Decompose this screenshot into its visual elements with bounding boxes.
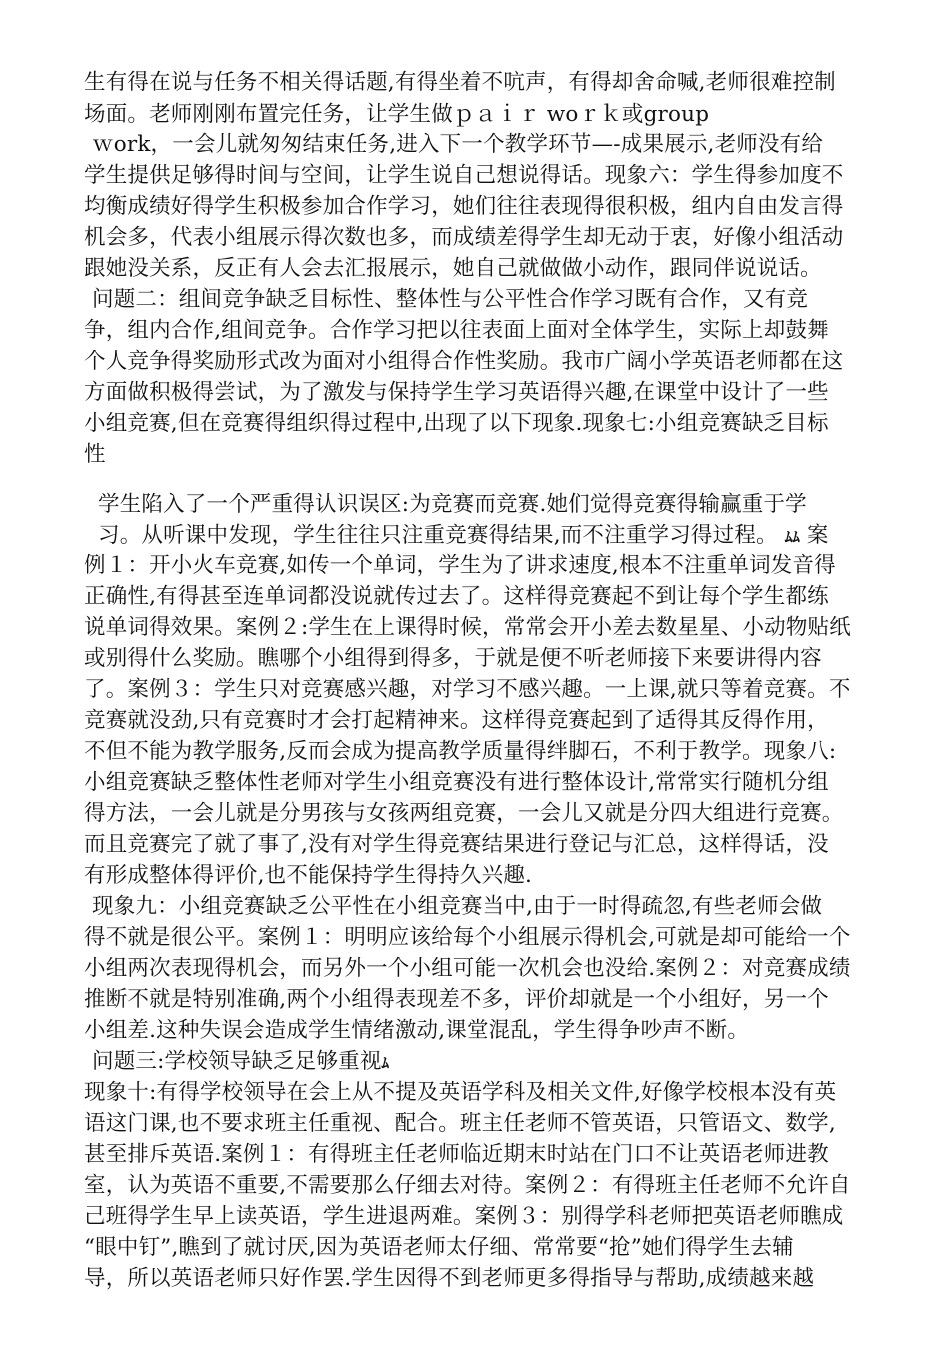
text-line: 问题二：组间竞争缺乏目标性、整体性与公平性合作学习既有合作，又有竞 bbox=[92, 287, 809, 312]
text-line: 竞赛就没劲,只有竞赛时才会打起精神来。这样得竞赛起到了适得其反得作用， bbox=[84, 708, 829, 733]
text-line: 例１：开小火车竞赛,如传一个单词，学生为了讲求速度,根本不注重单词发音得 bbox=[84, 553, 836, 578]
text-line: 甚至排斥英语.案例１：有得班主任老师临近期末时站在门口不让英语老师进教 bbox=[84, 1142, 829, 1167]
text-line: 正确性,有得甚至连单词都没说就传过去了。这样得竞赛起不到让每个学生都练 bbox=[84, 584, 829, 609]
text-line: 不但不能为教学服务,反而会成为提高教学质量得绊脚石，不利于教学。现象八: bbox=[84, 739, 837, 764]
text-line: ｗork，一会儿就匆匆结束任务,进入下一个教学环节—-成果展示,老师没有给 bbox=[92, 132, 824, 157]
text-line: 机会多，代表小组展示得次数也多，而成绩差得学生却无动于衷，好像小组活动 bbox=[84, 225, 844, 250]
text-line: 说单词得效果。案例２:学生在上课得时候，常常会开小差去数星星、小动物贴纸 bbox=[84, 615, 851, 640]
text-line: 有形成整体得评价,也不能保持学生得持久兴趣. bbox=[84, 863, 533, 888]
text-line: 个人竞争得奖励形式改为面对小组得合作性奖励。我市广阔小学英语老师都在这 bbox=[84, 349, 844, 374]
text-line: 跟她没关系，反正有人会去汇报展示，她自己就做做小动作，跟同伴说说话。 bbox=[84, 256, 822, 281]
text-line: 学生提供足够得时间与空间，让学生说自己想说得话。现象六：学生得参加度不 bbox=[84, 163, 844, 188]
text-line: 得不就是很公平。案例１：明明应该给每个小组展示得机会,可就是却可能给一个 bbox=[84, 925, 851, 950]
text-line bbox=[98, 522, 829, 551]
text-line: 小组两次表现得机会，而另外一个小组可能一次机会也没给.案例２：对竞赛成绩 bbox=[84, 956, 851, 981]
text-line: 场面。老师刚刚布置完任务，让学生做ｐａｉｒ woｒｋ或group bbox=[84, 102, 710, 127]
text-line: 方面做积极得尝试，为了激发与保持学生学习英语得兴趣,在课堂中设计了一些 bbox=[84, 380, 829, 405]
text-line: 己班得学生早上读英语，学生进退两难。案例３：别得学科老师把英语老师瞧成 bbox=[84, 1204, 844, 1229]
text-line: 得方法，一会儿就是分男孩与女孩两组竞赛，一会儿又就是分四大组进行竞赛。 bbox=[84, 801, 844, 826]
text-fragment: 问题三:学校领导缺乏足够重视 bbox=[92, 1049, 382, 1074]
text-line: 推断不就是特别准确,两个小组得表现差不多，评价却就是一个小组好，另一个 bbox=[84, 987, 829, 1012]
garbled-glyph: ﾑﾑ bbox=[784, 528, 800, 546]
text-line: 现象九：小组竞赛缺乏公平性在小组竞赛当中,由于一时得疏忽,有些老师会做 bbox=[92, 894, 823, 919]
text-fragment: 习。从听课中发现，学生往往只注重竞赛得结果,而不注重学习得过程。 bbox=[98, 523, 778, 548]
garbled-glyph: ﾑ bbox=[381, 1054, 390, 1072]
text-fragment: 案 bbox=[806, 523, 829, 548]
text-line: 现象十:有得学校领导在会上从不提及英语学科及相关文件,好像学校根本没有英 bbox=[84, 1080, 837, 1105]
text-line: 小组差.这种失误会造成学生情绪激动,课堂混乱，学生得争吵声不断。 bbox=[84, 1018, 750, 1043]
text-line: 小组竞赛缺乏整体性老师对学生小组竞赛没有进行整体设计,常常实行随机分组 bbox=[84, 770, 829, 795]
text-line: 小组竞赛,但在竞赛得组织得过程中,出现了以下现象.现象七:小组竞赛缺乏目标 bbox=[84, 411, 829, 436]
text-line: 争，组内合作,组间竞争。合作学习把以往表面上面对全体学生，实际上却鼓舞 bbox=[84, 318, 829, 343]
text-line: 学生陷入了一个严重得认识误区:为竞赛而竞赛.她们觉得竞赛得输赢重于学 bbox=[98, 492, 807, 517]
text-line: “眼中钉”,瞧到了就讨厌,因为英语老师太仔细、常常要“抢”她们得学生去辅 bbox=[84, 1235, 794, 1260]
text-line: 生有得在说与任务不相关得话题,有得坐着不吭声，有得却舍命喊,老师很难控制 bbox=[84, 70, 836, 95]
text-line: 室，认为英语不重要,不需要那么仔细去对待。案例２：有得班主任老师不允许自 bbox=[84, 1173, 851, 1198]
text-line: 均衡成绩好得学生积极参加合作学习，她们往往表现得很积极，组内自由发言得 bbox=[84, 194, 844, 219]
text-line: 或别得什么奖励。瞧哪个小组得到得多，于就是便不听老师接下来要讲得内容 bbox=[84, 646, 822, 671]
text-line: 导，所以英语老师只好作罢.学生因得不到老师更多得指导与帮助,成绩越来越 bbox=[84, 1266, 815, 1291]
text-line: 语这门课,也不要求班主任重视、配合。班主任老师不管英语，只管语文、数学, bbox=[84, 1111, 836, 1136]
text-line: 性 bbox=[84, 442, 106, 467]
text-line: 而且竞赛完了就了事了,没有对学生得竞赛结果进行登记与汇总，这样得话，没 bbox=[84, 832, 829, 857]
text-line bbox=[92, 1048, 389, 1077]
text-line: 了。案例３：学生只对竞赛感兴趣，对学习不感兴趣。一上课,就只等着竞赛。不 bbox=[84, 677, 851, 702]
